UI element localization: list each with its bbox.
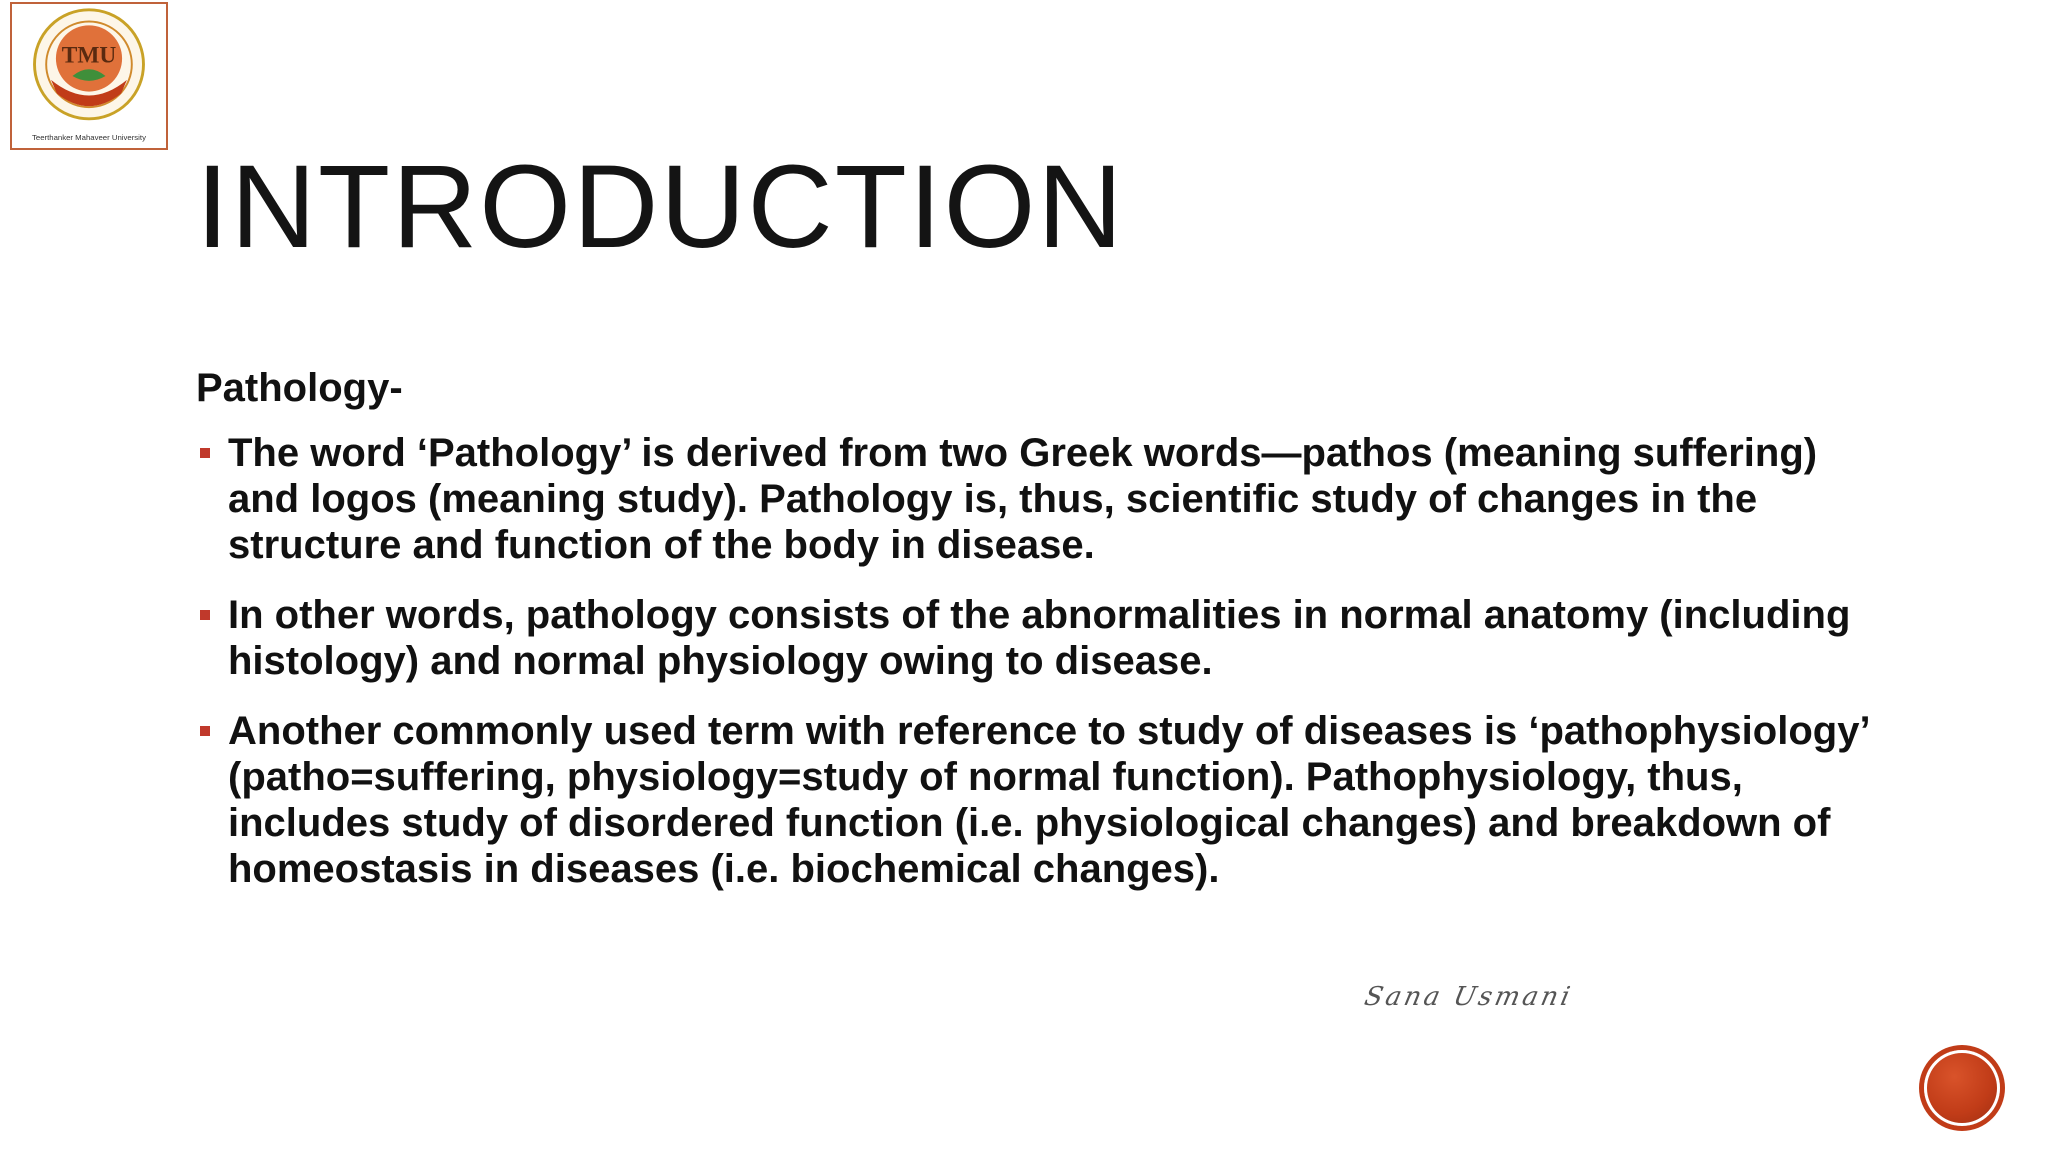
square-bullet-icon: [200, 610, 210, 620]
logo-text: TMU: [61, 42, 117, 69]
bullet-item: [196, 430, 1896, 568]
square-bullet-icon: [200, 726, 210, 736]
bullet-text: The word ‘Pathology’ is derived from two Greek words—pathos (meaning suffering) and logos (meaning study). Pathology is, thus, scientific study of changes in the structure and function of the body in disease.: [228, 431, 1818, 567]
next-slide-button[interactable]: [1924, 1050, 2000, 1126]
author-signature: Sana Usmani: [1361, 982, 1576, 1012]
bullet-item: [196, 592, 1896, 684]
slide-title: INTRODUCTION: [196, 141, 1125, 273]
subheading: Pathology-: [196, 366, 403, 410]
slide-content: [196, 362, 1896, 916]
logo-subtitle: Teerthanker Mahaveer University: [32, 133, 146, 143]
bullet-text: In other words, pathology consists of the abnormalities in normal anatomy (including histology) and normal physiology owing to disease.: [228, 593, 1851, 683]
square-bullet-icon: [200, 448, 210, 458]
university-logo: [10, 2, 168, 150]
bullet-text: Another commonly used term with reference to study of diseases is ‘pathophysiology’ (patho=suffering, physiology=study of normal function). Pathophysiology, thus, includes study of disordered function (i.e. physiological changes) and breakdown of homeostasis in diseases (i.e. biochemical changes).: [228, 709, 1869, 891]
logo-emblem-icon: [12, 4, 166, 148]
bullet-item: [196, 708, 1896, 892]
bullet-list: [196, 430, 1896, 892]
